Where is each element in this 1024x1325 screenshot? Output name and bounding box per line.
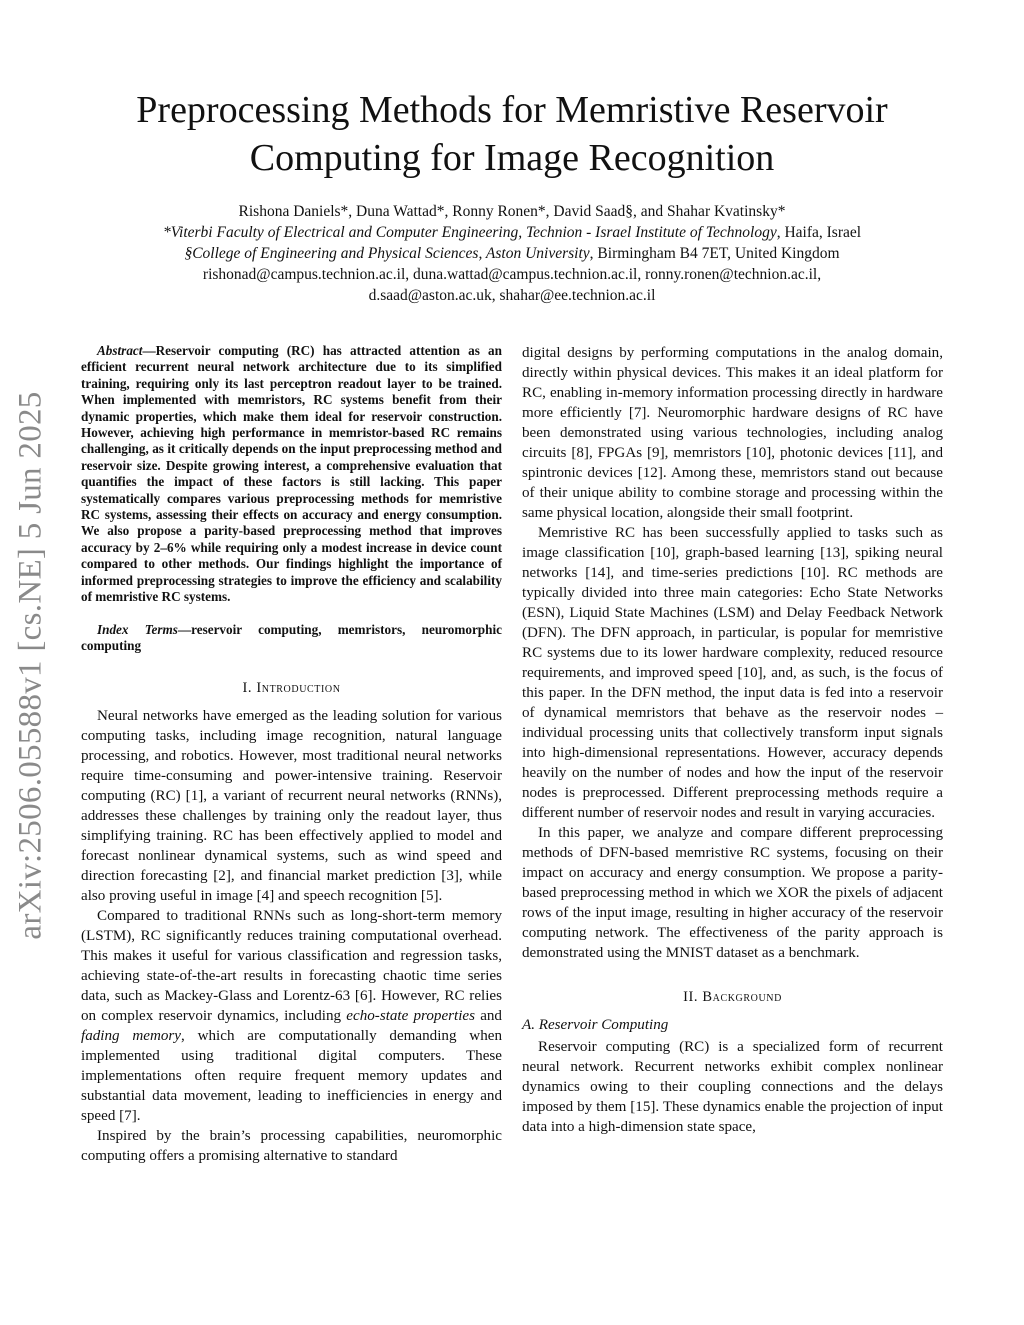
paper-title-line-1: Preprocessing Methods for Memristive Reservoir [136, 89, 888, 131]
arxiv-identifier-stamp [8, 382, 54, 948]
paper-title-line-2: Computing for Image Recognition [249, 137, 775, 179]
affiliation-2 [0, 243, 1024, 264]
index-terms [81, 622, 502, 655]
abstract [81, 343, 502, 606]
intro-paragraph-2-part-c: , which are computationally demanding when implemented using traditional digital computers. These implementations often require frequent memory updates and substantial data movement, leading to inefficiencies in energy and speed [7]. [81, 1028, 502, 1125]
affiliation-2-location: , Birmingham B4 7ET, United Kingdom [589, 245, 840, 262]
right-column [522, 343, 943, 1137]
background-paragraph-1: Reservoir computing (RC) is a specialized form of recurrent neural network. Recurrent networks exhibit complex nonlinear dynamics owing to their coupling connections and the delays imposed by them [15]. These dynamics enable the projection of input data into a high-dimension state space, [522, 1039, 943, 1135]
author-emails-line-2: d.saad@aston.ac.uk, shahar@ee.technion.ac.il [368, 287, 656, 304]
abstract-label: Abstract [97, 343, 143, 358]
intro-paragraph-2 [81, 906, 502, 1126]
emphasis-fading-memory: fading memory [81, 1028, 182, 1045]
section-heading-background: II. Background [683, 989, 782, 1005]
index-terms-label: Index Terms [97, 621, 178, 637]
intro-paragraph-2-part-b: and [475, 1008, 502, 1025]
section-heading-introduction: I. Introduction [242, 680, 341, 697]
author-block [0, 201, 1024, 306]
affiliation-1-institution: *Viterbi Faculty of Electrical and Computer Engineering, Technion - Israel Institute of Technology [162, 224, 777, 241]
arxiv-identifier-text: arXiv:2506.05588v1 [cs.NE] 5 Jun 2025 [12, 390, 49, 940]
intro-paragraph-4: Memristive RC has been successfully applied to tasks such as image classification [10], graph-based learning [13], spiking neural networks [14], and time-series predictions [10]. RC methods are typically divided into three main categories: Echo State Networks (ESN), Liquid State Machines (LSM) and Delay Feedback Network (DFN). The DFN approach, in particular, is popular for memristive RC systems due to its lower hardware complexity, reduced resource requirements, and improved speed [10], and, as such, is the focus of this paper. In the DFN method, the input data is fed into a reservoir of dynamical memristors that behave as the reservoir nodes – individual processing units that collectively transform input signals into high-dimensional representations. However, accuracy depends heavily on the number of nodes and how the input of the reservoir nodes is preprocessed. Different preprocessing methods require a different number of reservoir nodes and result in varying accuracies. [522, 525, 943, 821]
affiliation-2-institution: §College of Engineering and Physical Sciences, Aston University [184, 245, 590, 262]
paper-title [0, 86, 1024, 182]
abstract-text: —Reservoir computing (RC) has attracted attention as an efficient recurrent neural network architecture due to its simplified training, requiring only its last perceptron readout layer to be trained. When implemented with memristors, RC systems benefit from their dynamic properties, which make them ideal for reservoir construction. However, achieving high performance in memristor-based RC remains challenging, as it critically depends on the input preprocessing method and reservoir size. Despite growing interest, a comprehensive evaluation that quantifies the impact of these factors is still lacking. This paper systematically compares various preprocessing methods for memristive RC systems, assessing their effects on accuracy and energy consumption. We also propose a parity-based preprocessing method that improves accuracy by 2–6% while requiring only a modest increase in device count compared to other methods. Our findings highlight the importance of informed preprocessing strategies to improve the efficiency and scalability of memristive RC systems. [81, 343, 502, 605]
author-names: Rishona Daniels*, Duna Wattad*, Ronny Ronen*, David Saad§, and Shahar Kvatinsky* [238, 203, 786, 220]
intro-paragraph-2-part-a: Compared to traditional RNNs such as long-short-term memory (LSTM), RC significantly reduces training computational overhead. This makes it useful for various classification and regression tasks, achieving state-of-the-art results in forecasting chaotic time series data, such as Mackey-Glass and Lorentz-63 [6]. However, RC relies on complex reservoir dynamics, including [81, 908, 502, 1025]
intro-paragraph-3-start: Inspired by the brain’s processing capabilities, neuromorphic computing offers a promising alternative to standard [81, 1128, 502, 1165]
intro-paragraph-5: In this paper, we analyze and compare different preprocessing methods of DFN-based memristive RC systems, focusing on their impact on accuracy and energy consumption. We propose a parity-based preprocessing method in which we XOR the pixels of adjacent rows of the input image, resulting in higher accuracy of the reservoir computing network. The effectiveness of the parity approach is demonstrated using the MNIST dataset as a benchmark. [522, 825, 943, 961]
affiliation-1 [0, 222, 1024, 243]
subsection-heading-reservoir-computing: A. Reservoir Computing [522, 1017, 669, 1033]
intro-paragraph-3-continued: digital designs by performing computations in the analog domain, directly within physical devices. This makes it an ideal platform for RC, enabling in-memory information processing directly in hardware more efficiently [7]. Neuromorphic hardware designs of RC have been demonstrated using various technologies, including analog circuits [8], FPGAs [9], memristors [10], photonic devices [11], and spintronic devices [12]. Among these, memristors stand out because of their unique ability to combine storage and processing within the same physical location, alongside their small footprint. [522, 345, 943, 521]
left-column [81, 343, 502, 1166]
intro-paragraph-1: Neural networks have emerged as the leading solution for various computing tasks, including image recognition, natural language processing, and robotics. However, most traditional neural networks require time-consuming and power-intensive training. Reservoir computing (RC) [1], a variant of recurrent neural networks (RNNs), addresses these challenges by training only the readout layer, thus simplifying training. RC has been effectively applied to model and forecast nonlinear dynamical systems, such as wind speed and direction forecasting [2], and financial market prediction [3], while also proving useful in image [4] and speech recognition [5]. [81, 708, 502, 905]
emphasis-echo-state: echo-state properties [346, 1008, 475, 1025]
affiliation-1-location: , Haifa, Israel [776, 224, 862, 241]
author-emails-line-1: rishonad@campus.technion.ac.il, duna.wattad@campus.technion.ac.il, ronny.ronen@technion.ac.il, [202, 266, 822, 283]
index-terms-text: —reservoir computing, memristors, neuromorphic computing [81, 621, 502, 653]
